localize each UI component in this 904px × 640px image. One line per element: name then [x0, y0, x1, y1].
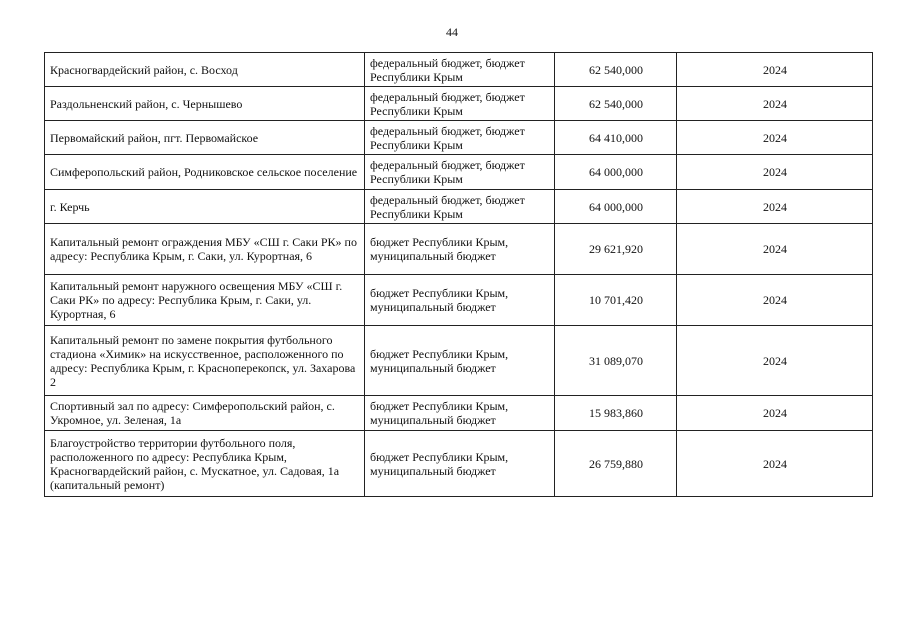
object-cell: Первомайский район, пгт. Первомайское	[45, 121, 365, 155]
amount-cell: 10 701,420	[555, 275, 677, 326]
object-cell: г. Керчь	[45, 190, 365, 224]
table-row	[45, 224, 873, 275]
table-row	[45, 121, 873, 155]
year-cell: 2024	[677, 121, 873, 155]
amount-cell: 64 410,000	[555, 121, 677, 155]
year-cell: 2024	[677, 431, 873, 497]
table-row	[45, 53, 873, 87]
source-cell: бюджет Республики Крым, муниципальный бюджет	[365, 431, 555, 497]
year-cell: 2024	[677, 155, 873, 190]
year-cell: 2024	[677, 53, 873, 87]
table-row	[45, 190, 873, 224]
source-cell: бюджет Республики Крым, муниципальный бюджет	[365, 326, 555, 396]
amount-cell: 62 540,000	[555, 53, 677, 87]
object-cell: Капитальный ремонт ограждения МБУ «СШ г. Саки РК» по адресу: Республика Крым, г. Саки, ул. Курортная, 6	[45, 224, 365, 275]
table-row	[45, 155, 873, 190]
table-row	[45, 326, 873, 396]
source-cell: бюджет Республики Крым, муниципальный бюджет	[365, 224, 555, 275]
page-number: 44	[446, 25, 458, 39]
object-cell: Раздольненский район, с. Чернышево	[45, 87, 365, 121]
source-cell: бюджет Республики Крым, муниципальный бюджет	[365, 396, 555, 431]
object-cell: Красногвардейский район, с. Восход	[45, 53, 365, 87]
object-cell: Спортивный зал по адресу: Симферопольский район, с. Укромное, ул. Зеленая, 1а	[45, 396, 365, 431]
amount-cell: 62 540,000	[555, 87, 677, 121]
table-row	[45, 87, 873, 121]
object-cell: Капитальный ремонт по замене покрытия футбольного стадиона «Химик» на искусственное, расположенного по адресу: Республика Крым, г. Красноперекопск, ул. Захарова 2	[45, 326, 365, 396]
amount-cell: 29 621,920	[555, 224, 677, 275]
source-cell: федеральный бюджет, бюджет Республики Крым	[365, 190, 555, 224]
amount-cell: 64 000,000	[555, 190, 677, 224]
object-cell: Капитальный ремонт наружного освещения МБУ «СШ г. Саки РК» по адресу: Республика Крым, г. Саки, ул. Курортная, 6	[45, 275, 365, 326]
year-cell: 2024	[677, 224, 873, 275]
source-cell: федеральный бюджет, бюджет Республики Крым	[365, 53, 555, 87]
object-cell: Симферопольский район, Родниковское сельское поселение	[45, 155, 365, 190]
amount-cell: 26 759,880	[555, 431, 677, 497]
table-row	[45, 275, 873, 326]
source-cell: федеральный бюджет, бюджет Республики Крым	[365, 87, 555, 121]
amount-cell: 15 983,860	[555, 396, 677, 431]
table-row	[45, 396, 873, 431]
object-cell: Благоустройство территории футбольного поля, расположенного по адресу: Республика Крым, Красногвардейский район, с. Мускатное, ул. Садовая, 1а (капитальный ремонт)	[45, 431, 365, 497]
source-cell: федеральный бюджет, бюджет Республики Крым	[365, 121, 555, 155]
amount-cell: 64 000,000	[555, 155, 677, 190]
table-row	[45, 431, 873, 497]
year-cell: 2024	[677, 275, 873, 326]
year-cell: 2024	[677, 326, 873, 396]
year-cell: 2024	[677, 190, 873, 224]
funding-table	[44, 52, 873, 497]
source-cell: бюджет Республики Крым, муниципальный бюджет	[365, 275, 555, 326]
year-cell: 2024	[677, 87, 873, 121]
amount-cell: 31 089,070	[555, 326, 677, 396]
source-cell: федеральный бюджет, бюджет Республики Крым	[365, 155, 555, 190]
year-cell: 2024	[677, 396, 873, 431]
